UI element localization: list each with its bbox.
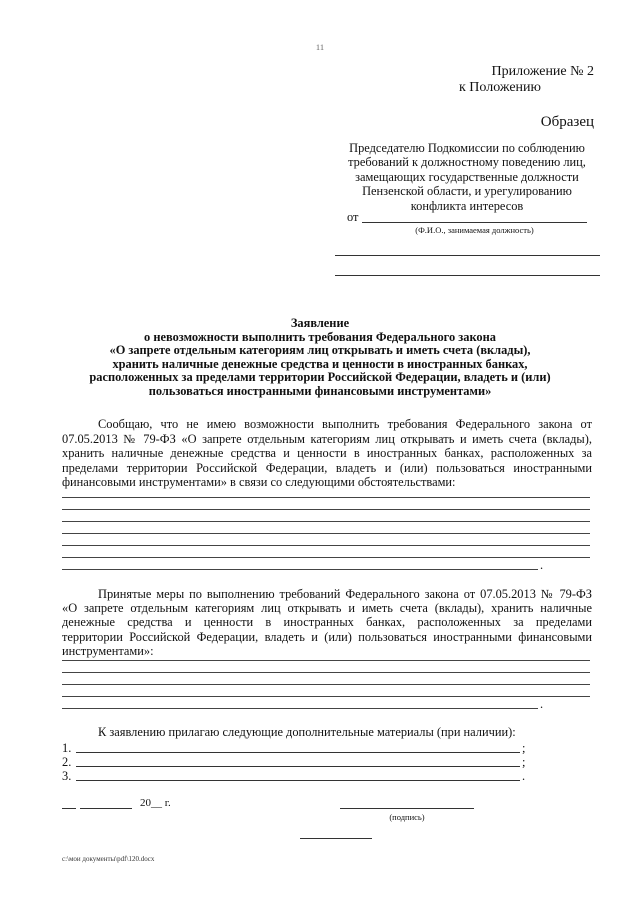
- from-name-line[interactable]: [362, 222, 587, 223]
- fill-line[interactable]: [62, 557, 590, 558]
- addressee-line: замещающих государственные должности: [355, 169, 579, 184]
- paragraph-1: [62, 417, 592, 490]
- title-line: расположенных за пределами территории Российской Федерации, владеть и (или): [89, 370, 551, 385]
- paragraph-2: [62, 587, 592, 658]
- document-title: [40, 317, 600, 399]
- fill-line[interactable]: [62, 533, 590, 534]
- footer-file-path: c:\мои документы\pdf\120.docx: [62, 855, 155, 863]
- fill-line[interactable]: [62, 545, 590, 546]
- signature-line[interactable]: [340, 808, 474, 809]
- fill-end-period: .: [540, 558, 544, 572]
- paragraph-line: хранить наличные денежные средства и ценности в иностранных банках, расположенных за: [62, 446, 592, 461]
- attachment-line-2[interactable]: [76, 766, 520, 767]
- attachment-terminator: ;: [522, 741, 526, 755]
- fill-line[interactable]: [62, 696, 590, 697]
- paragraph-line: пределами территории Российской Федерации, владеть и (или) пользоваться иностранными: [62, 460, 592, 475]
- paragraph-line: 07.05.2013 № 79-ФЗ «О запрете отдельным категориям лиц открывать и иметь счета (вклады),: [62, 431, 592, 446]
- paragraph-line: инструментами»:: [62, 643, 154, 658]
- addressee-block: [333, 141, 601, 213]
- paragraph-line: «О запрете отдельным категориям лиц открывать и иметь счета (вклады), хранить наличные: [62, 601, 592, 616]
- paragraph-line: денежные средства и ценности в иностранных банках, расположенных за пределами: [62, 615, 592, 630]
- attachments-intro: К заявлению прилагаю следующие дополнительные материалы (при наличии):: [98, 725, 516, 739]
- addressee-line: требований к должностному поведению лиц,: [348, 155, 586, 170]
- page-number: 11: [315, 42, 325, 52]
- appendix-line-1: Приложение № 2: [491, 64, 594, 79]
- title-line: пользоваться иностранными финансовыми инструментами»: [148, 383, 492, 398]
- addressee-line: Пензенской области, и урегулированию: [362, 184, 572, 199]
- fill-end-period: .: [540, 697, 544, 711]
- attachment-line-3[interactable]: [76, 780, 520, 781]
- attachment-number: 3.: [62, 769, 72, 783]
- from-extra-line-2[interactable]: [335, 275, 600, 276]
- addressee-line: Председателю Подкомиссии по соблюдению: [349, 141, 585, 155]
- date-year: 20__ г.: [140, 797, 171, 809]
- attachment-terminator: ;: [522, 755, 526, 769]
- appendix-line-2: к Положению: [458, 80, 541, 95]
- sample-label: Образец: [540, 114, 594, 130]
- fill-line[interactable]: [62, 497, 590, 498]
- fill-line[interactable]: [62, 684, 590, 685]
- from-extra-line-1[interactable]: [335, 255, 600, 256]
- fill-line[interactable]: [62, 672, 590, 673]
- title-line: о невозможности выполнить требования Федерального закона: [144, 329, 496, 344]
- paragraph-line: финансовыми инструментами» в связи со следующими обстоятельствами:: [62, 475, 456, 490]
- attachment-number: 1.: [62, 741, 72, 755]
- title-line: Заявление: [290, 316, 350, 330]
- title-line: «О запрете отдельным категориям лиц открывать и иметь счета (вклады),: [109, 343, 531, 358]
- from-caption: (Ф.И.О., занимаемая должность): [415, 225, 534, 235]
- paragraph-line: Принятые меры по выполнению требований Федерального закона от 07.05.2013 № 79-ФЗ: [98, 587, 592, 601]
- fill-line[interactable]: [62, 708, 538, 709]
- attachment-terminator: .: [522, 769, 526, 783]
- paragraph-line: территории Российской Федерации, владеть и (или) пользоваться иностранными финансовыми: [62, 629, 592, 644]
- from-label: от: [347, 210, 359, 224]
- date-month-line[interactable]: [80, 808, 132, 809]
- signature-caption: (подпись): [389, 812, 425, 822]
- addressee-line: конфликта интересов: [410, 198, 524, 213]
- attachment-number: 2.: [62, 755, 72, 769]
- fill-line[interactable]: [62, 569, 538, 570]
- fill-line[interactable]: [62, 509, 590, 510]
- closing-line: [300, 838, 372, 839]
- paragraph-line: Сообщаю, что не имею возможности выполнить требования Федерального закона от: [98, 417, 592, 431]
- fill-line[interactable]: [62, 660, 590, 661]
- attachment-line-1[interactable]: [76, 752, 520, 753]
- title-line: хранить наличные денежные средства и ценности в иностранных банках,: [112, 356, 528, 371]
- date-day-line[interactable]: [62, 808, 76, 809]
- fill-line[interactable]: [62, 521, 590, 522]
